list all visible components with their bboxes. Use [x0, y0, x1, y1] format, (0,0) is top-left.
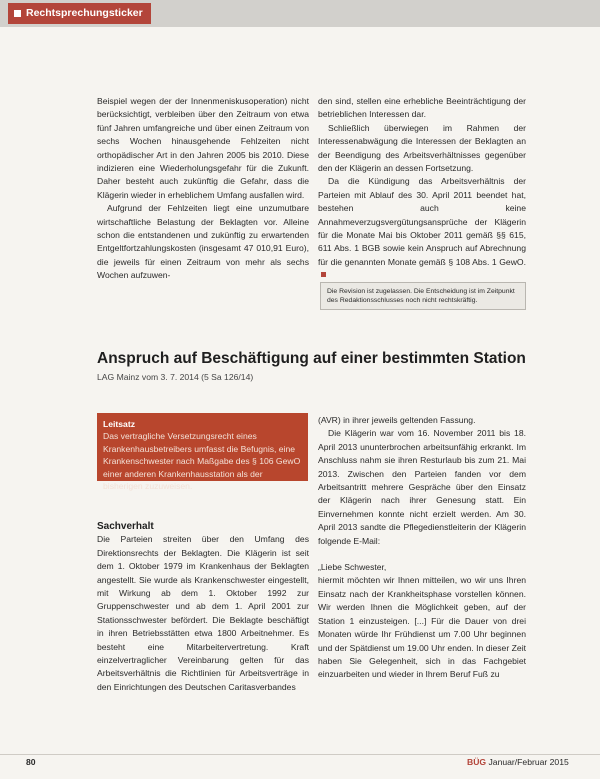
top-column-right: [318, 95, 526, 283]
paragraph: Da die Kündigung das Arbeitsverhältnis der Parteien mit Ablauf des 30. April 2011 beendet hat, bestehen auch keine Annahmeverzugsvergütungsansprüche der Klägerin für die Monate Mai bis Oktober 2011 gemäß §§ 615, 611 Abs. 1 BGB sowie kein Anspruch auf Abrechnung für die genannten Monate gemäß § 108 Abs. 1 GewO.: [318, 176, 526, 267]
footer-divider: [0, 754, 600, 755]
revision-note: Die Revision ist zugelassen. Die Entscheidung ist im Zeitpunkt des Redaktionsschlusses noch nicht rechtskräftig.: [320, 282, 526, 310]
leitsatz-label: Leitsatz: [103, 419, 135, 429]
article-column-right: [318, 414, 526, 682]
email-greeting: „Liebe Schwester,: [318, 562, 387, 573]
article-column-left: [97, 520, 309, 694]
magazine-footer: [467, 757, 569, 767]
sachverhalt-heading: Sachverhalt: [97, 521, 154, 532]
paragraph: Beispiel wegen der der Innenmeniskusoperation) nicht berücksichtigt, verbleiben über den Zeitraum von etwa fünf Jahren umfangreiche und über einen Zeitraum von sechs Wochen hinausgehende Fehlzeiten nicht orthopädischer Art in den Jahren 2005 bis 2010. Diese indizieren eine Wiederholungsgefahr für die Zukunft. Daher besteht auch zukünftig die Gefahr, dass die Klägerin wieder in erheblichem Umfang ausfallen wird.: [97, 96, 309, 200]
paragraph: Schließlich überwiegen im Rahmen der Interessenabwägung die Interessen der Beklagten an der Beendigung des Arbeitsverhältnisses gegenüber den der Klägerin an dessen Fortsetzung.: [318, 122, 526, 174]
magazine-issue: Januar/Februar 2015: [488, 757, 569, 767]
section-label-text: Rechtsprechungsticker: [26, 7, 143, 19]
page-number: 80: [26, 757, 36, 767]
paragraph: (AVR) in ihrer jeweils geltenden Fassung.: [318, 415, 476, 425]
email-text: hiermit möchten wir Ihnen mitteilen, wo wir uns Ihren Einsatz nach der Krankheitsphase vorstellen können. Wir werden Ihnen die Möglichkeit geben, auf der Station 1 einzusteigen. [...] Für die Dauer von drei Monaten würde Ihr Frühdienst um 7.00 Uhr beginnen und der Spätdienst um 19.00 Uhr enden. In dieser Zeit haben Sie Gelegenheit, sich in das Fachgebiet einzuarbeiten und wieder in Ihrem Beruf Fuß zu: [318, 575, 526, 680]
article-title: Anspruch auf Beschäftigung auf einer bestimmten Station: [97, 350, 526, 367]
sachverhalt-text: Die Parteien streiten über den Umfang des Direktionsrechts der Beklagten. Die Klägerin ist seit dem 1. Oktober 1979 im Krankenhaus der Beklagten angestellt. Sie wurde als Krankenschwester eingestellt, mit Wirkung ab dem 1. Oktober 1992 zur Gruppenschwester und ab dem 1. April 2001 zur Stationsschwester befördert. Die Beklagte beschäftigt in ihren Betriebsstätten etwa 1800 Arbeitnehmer. Es besteht eine Mitarbeitervertretung. Kraft einzelvertraglicher Vereinbarung gelten für das Arbeitsverhältnis die Richtlinien für Arbeitsverträge in den Einrichtungen des Deutschen Caritasverbandes: [97, 534, 309, 692]
section-label: [8, 3, 151, 24]
paragraph: Aufgrund der Fehlzeiten liegt eine unzumutbare wirtschaftliche Belastung der Beklagten vor. Alleine schon die entstandenen und zukünftig zu erwartenden Entgeltfortzahlungskosten (insgesamt 47 010,91 Euro), die jeweils für einen Zeitraum von mehr als sechs Wochen aufzuwen-: [97, 203, 309, 281]
leitsatz-box: [97, 413, 308, 492]
leitsatz-text: Das vertragliche Versetzungsrecht eines Krankenhausbetreibers umfasst die Befugnis, eine Krankenschwester nach Maßgabe des § 106 GewO einer anderen Krankenhausstation als der bisherigen zuzuweisen.: [103, 431, 301, 492]
end-mark-icon: [321, 272, 326, 277]
article-citation: LAG Mainz vom 3. 7. 2014 (5 Sa 126/14): [97, 372, 254, 382]
magazine-name: BÜG: [467, 757, 487, 767]
paragraph: den sind, stellen eine erhebliche Beeinträchtigung der betrieblichen Interessen dar.: [318, 96, 526, 120]
paragraph: Die Klägerin war vom 16. November 2011 bis 18. April 2013 ununterbrochen arbeitsunfähig erkrankt. Im Anschluss nahm sie ihren Resturlaub bis zum 21. Mai 2013. Zwischen den Parteien fanden vor dem Arbeitsantritt mehrere Gespräche über den Einsatz der Klägerin nach ihrer Genesung statt. Ein Einvernehmen konnte nicht erzielt werden. Am 30. April 2013 sandte die Pflegedienstleiterin der Klägerin folgende E-Mail:: [318, 428, 526, 546]
section-square-icon: [14, 10, 21, 17]
top-column-left: [97, 95, 309, 283]
